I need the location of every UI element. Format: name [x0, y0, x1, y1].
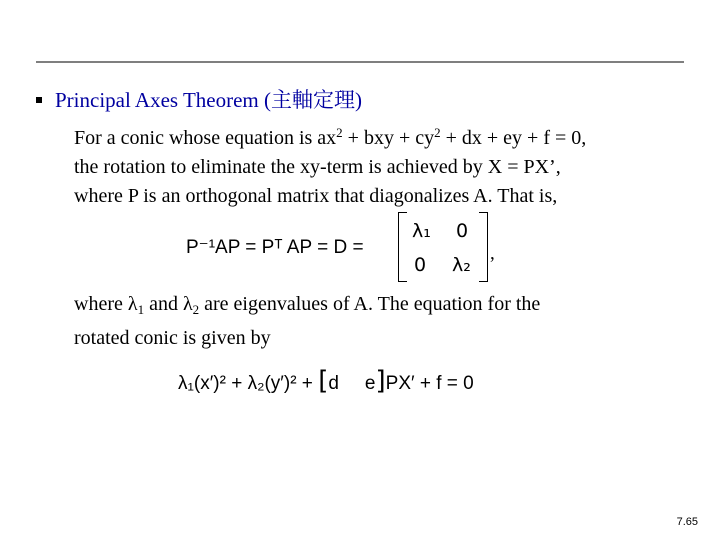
matrix-cell-22: λ₂ — [452, 254, 471, 276]
matrix-cell-12: 0 — [456, 220, 469, 242]
row-bracket-close: ] — [375, 366, 386, 396]
row-entry-d: d — [328, 373, 339, 394]
row-entry-e: e — [364, 373, 376, 394]
paragraph-conic — [74, 118, 586, 211]
matrix-cell-21: 0 — [414, 254, 427, 276]
paragraph-line-3: where P is an orthogonal matrix that diagonalizes A. That is, — [74, 185, 558, 207]
matrix-left-bracket — [398, 212, 407, 282]
matrix-cell-11: λ₁ — [412, 220, 431, 242]
matrix-right-bracket — [479, 212, 488, 282]
paragraph-line-1: For a conic whose equation is $ax^2$ + bxy + $cy^2$ + dx + ey + f = 0, — [74, 125, 587, 149]
row-bracket-open: [ — [318, 366, 329, 396]
diagonalization-equation: P⁻¹AP = Pᵀ AP = D = — [186, 237, 364, 258]
rotated-tail: PX′ + f = 0 — [385, 373, 474, 394]
paragraph-line-5: rotated conic is given by — [74, 327, 271, 349]
paragraph-eigenvalues — [74, 290, 540, 353]
rotated-terms: λ₁(x′)² + λ₂(y′)² + — [178, 373, 319, 394]
page-number: 7.65 — [676, 516, 698, 528]
bullet-marker — [36, 97, 42, 103]
paragraph-line-2: the rotation to eliminate the xy-term is achieved by X = PX’, — [74, 156, 561, 178]
equation-comma: , — [490, 243, 495, 264]
top-divider — [36, 61, 684, 63]
rotated-conic-equation — [178, 366, 474, 396]
paragraph-line-4: where $\lambda_1$ and $\lambda_2$ are eigenvalues of A. The equation for the — [74, 293, 541, 317]
diagonal-matrix — [398, 212, 488, 282]
slide-heading: Principal Axes Theorem (主軸定理) — [55, 88, 362, 112]
